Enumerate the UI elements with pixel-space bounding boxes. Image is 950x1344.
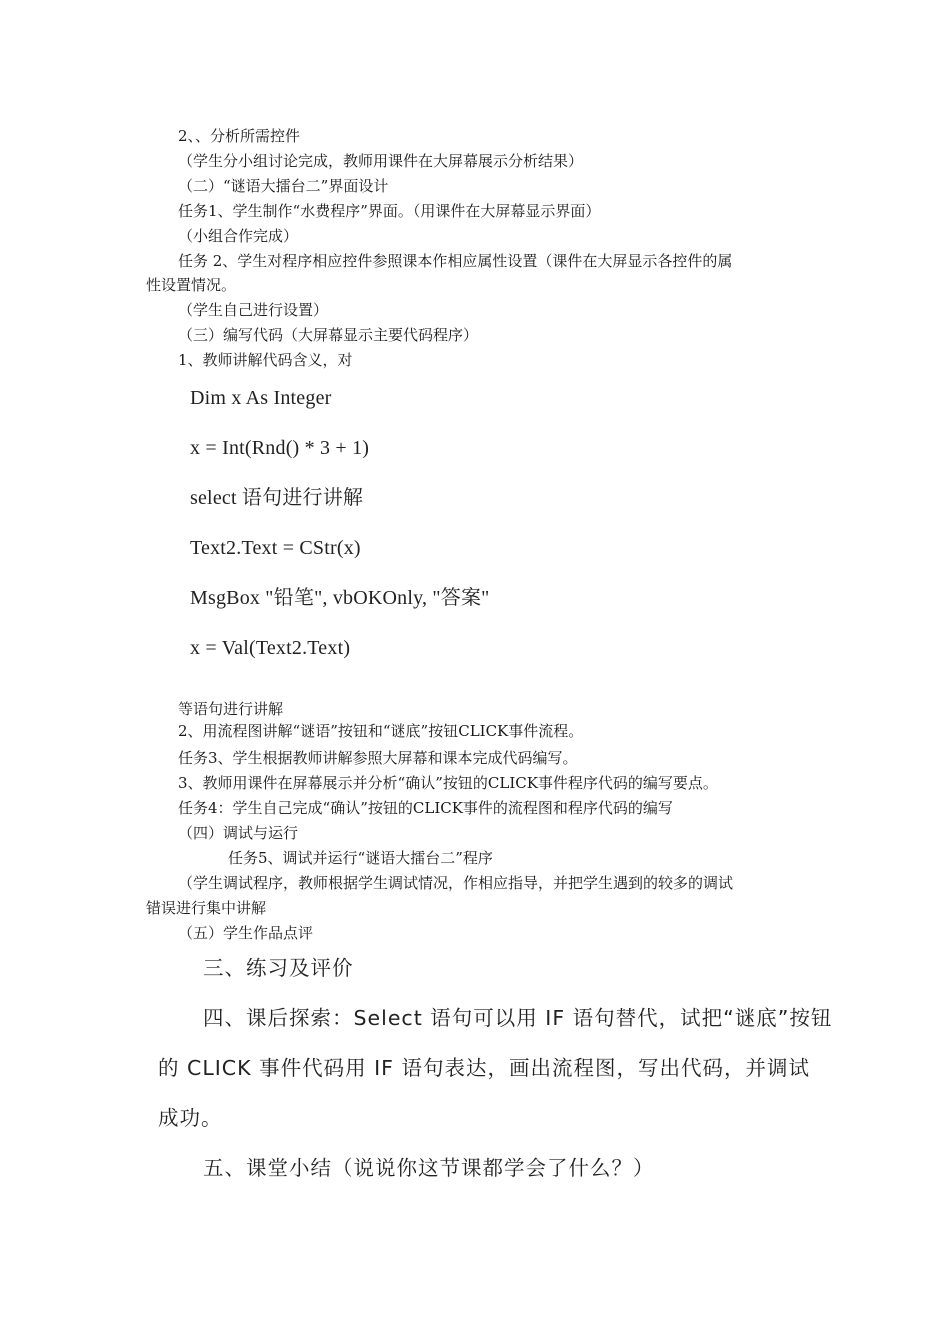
text-line: （学生分小组讨论完成，教师用课件在大屏幕展示分析结果） xyxy=(178,152,584,170)
text-line: 任务3、学生根据教师讲解参照大屏幕和课本完成代码编写。 xyxy=(178,749,578,767)
section-heading: （四）调试与运行 xyxy=(178,824,299,842)
code-line: x = Int(Rnd() * 3 + 1) xyxy=(190,437,370,459)
text-line: 任务4：学生自己完成“确认”按钮的CLICK事件的流程图和程序代码的编写 xyxy=(178,799,673,817)
code-line: Dim x As Integer xyxy=(190,387,332,409)
section-heading: （五）学生作品点评 xyxy=(178,924,314,942)
section-heading: 五、课堂小结（说说你这节课都学会了什么？） xyxy=(203,1156,655,1180)
text-line: 1、教师讲解代码含义，对 xyxy=(178,351,353,369)
section-heading: 三、练习及评价 xyxy=(203,956,354,980)
code-line: MsgBox "铅笔", vbOKOnly, "答案" xyxy=(190,587,490,609)
text-line: （小组合作完成） xyxy=(178,227,299,245)
text-line: 的 CLICK 事件代码用 IF 语句表达，画出流程图，写出代码，并调试 xyxy=(158,1056,810,1080)
code-line: Text2.Text = CStr(x) xyxy=(190,537,361,559)
text-line: 任务5、调试并运行“谜语大擂台二”程序 xyxy=(228,849,493,867)
text-line: 2、用流程图讲解“谜语”按钮和“谜底”按钮CLICK事件流程。 xyxy=(178,722,584,740)
code-line: x = Val(Text2.Text) xyxy=(190,637,351,659)
text-line: 错误进行集中讲解 xyxy=(146,899,267,917)
section-heading: （二）“谜语大擂台二”界面设计 xyxy=(178,177,389,195)
section-heading: （三）编写代码（大屏幕显示主要代码程序） xyxy=(178,326,479,344)
text-line: 3、教师用课件在屏幕展示并分析“确认”按钮的CLICK事件程序代码的编写要点。 xyxy=(178,774,718,792)
text-line: 任务1、学生制作“水费程序”界面。（用课件在大屏幕显示界面） xyxy=(178,202,601,220)
text-line: 成功。 xyxy=(158,1106,223,1130)
text-line: （学生自己进行设置） xyxy=(178,301,329,319)
text-line: （学生调试程序，教师根据学生调试情况，作相应指导，并把学生遇到的较多的调试 xyxy=(178,874,734,892)
text-line: 任务 2、学生对程序相应控件参照课本作相应属性设置（课件在大屏显示各控件的属 xyxy=(178,252,733,270)
text-line: 性设置情况。 xyxy=(146,276,237,294)
text-line: 2、、分析所需控件 xyxy=(178,127,301,145)
text-line: 等语句进行讲解 xyxy=(178,700,284,718)
text-line: 四、课后探索：Select 语句可以用 IF 语句替代，试把“谜底”按钮 xyxy=(203,1006,833,1030)
code-line: select 语句进行讲解 xyxy=(190,487,364,509)
